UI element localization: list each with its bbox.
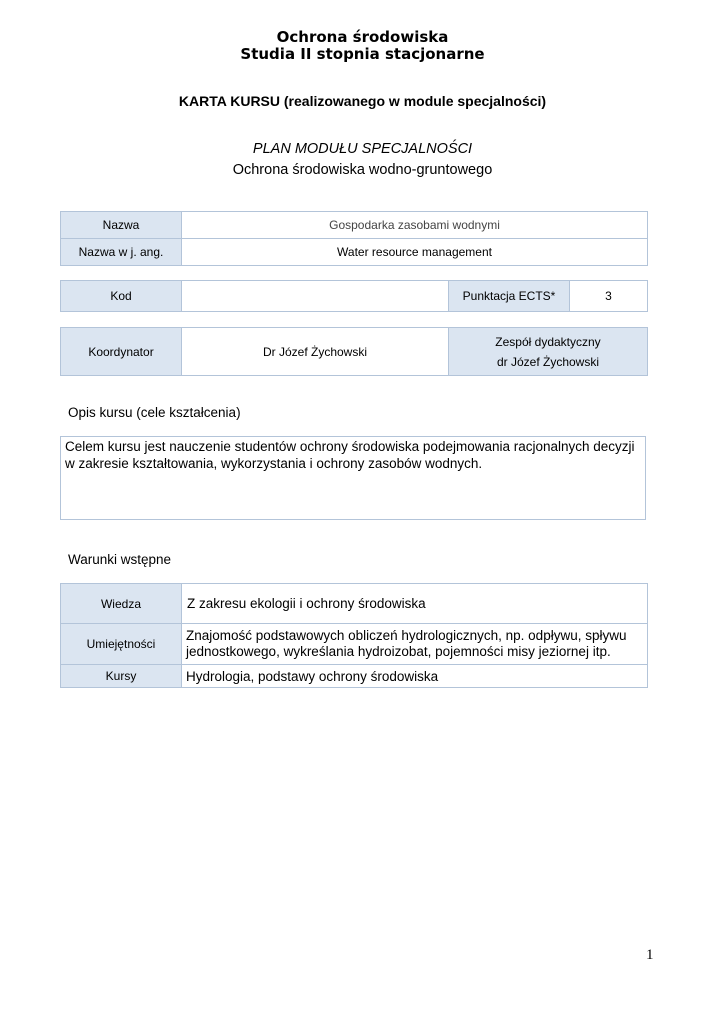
card-title: KARTA KURSU (realizowanego w module specjalności) [178, 93, 547, 109]
courses-value: Hydrologia, podstawy ochrony środowiska [182, 665, 648, 688]
knowledge-value: Z zakresu ekologii i ochrony środowiska [182, 584, 648, 624]
study-level: Studia II stopnia stacjonarne [240, 45, 485, 63]
code-table [60, 280, 648, 312]
name-label: Nazwa [61, 212, 182, 239]
document-title: Ochrona środowiska [276, 28, 449, 46]
code-value [182, 281, 449, 312]
description-text: Celem kursu jest nauczenie studentów ochrony środowiska podejmowania racjonalnych decyzji w zakresie kształtowania, wykorzystania i ochrony zasobów wodnych. [65, 439, 635, 471]
coordinator-value: Dr Józef Żychowski [182, 328, 449, 376]
skills-label: Umiejętności [61, 624, 182, 665]
skills-value: Znajomość podstawowych obliczeń hydrologicznych, np. odpływu, spływu jednostkowego, wykreślania hydroizobat, pojemności misy jeziornej itp. [182, 624, 648, 665]
name-en-value: Water resource management [182, 239, 648, 266]
courses-label: Kursy [61, 665, 182, 688]
description-heading: Opis kursu (cele kształcenia) [68, 405, 241, 420]
name-en-label: Nazwa w j. ang. [61, 239, 182, 266]
plan-title: PLAN MODUŁU SPECJALNOŚCI [252, 141, 473, 157]
course-name-table [60, 211, 648, 266]
prerequisites-table [60, 583, 648, 688]
team-value: dr Józef Żychowski [496, 354, 600, 369]
team-cell [449, 328, 648, 376]
description-box [60, 436, 646, 520]
ects-label: Punktacja ECTS* [449, 281, 570, 312]
team-label: Zespół dydaktyczny [495, 334, 601, 349]
name-value: Gospodarka zasobami wodnymi [182, 212, 648, 239]
prerequisites-heading: Warunki wstępne [68, 552, 172, 567]
code-label: Kod [61, 281, 182, 312]
ects-value: 3 [570, 281, 648, 312]
module-name: Ochrona środowiska wodno-gruntowego [232, 162, 493, 178]
knowledge-label: Wiedza [61, 584, 182, 624]
coordinator-label: Koordynator [61, 328, 182, 376]
page-number: 1 [646, 947, 654, 963]
coordinator-table [60, 327, 648, 376]
